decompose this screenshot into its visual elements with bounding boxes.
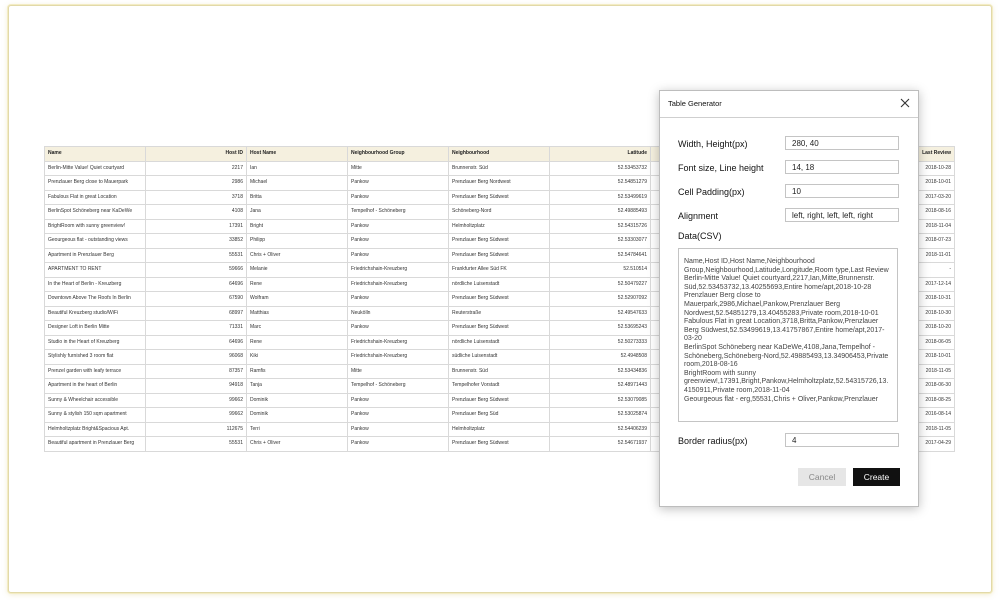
border-radius-input[interactable]: [785, 433, 899, 447]
table-cell: 2018-10-01: [651, 350, 955, 365]
alignment-label: Alignment: [678, 211, 719, 221]
table-cell: Friedrichshain-Kreuzberg: [348, 277, 449, 292]
border-radius-label: Border radius(px): [678, 436, 748, 446]
table-cell: Friedrichshain-Kreuzberg: [348, 335, 449, 350]
table-cell: 33852: [146, 234, 247, 249]
table-cell: Dominik: [247, 393, 348, 408]
table-cell: Prenzlauer Berg Süd: [449, 408, 550, 423]
font-size-row: [678, 160, 901, 176]
table-cell: Prenzlauer Berg Südwest: [449, 437, 550, 452]
table-cell: Prenzel garden with leafy terrace: [45, 364, 146, 379]
table-cell: Jana: [247, 205, 348, 220]
table-cell: 2018-08-16: [651, 205, 955, 220]
table-cell: 2018-10-01: [651, 176, 955, 191]
table-cell: In the Heart of Berlin - Kreuzberg: [45, 277, 146, 292]
table-cell: Ian: [247, 161, 348, 176]
table-cell: 2017-03-20: [651, 190, 955, 205]
table-cell: Pankow: [348, 393, 449, 408]
table-cell: 52.4948508: [550, 350, 651, 365]
table-cell: 94918: [146, 379, 247, 394]
table-cell: nördliche Luisenstadt: [449, 277, 550, 292]
table-cell: Pankow: [348, 219, 449, 234]
table-cell: Pankow: [348, 422, 449, 437]
table-cell: 2018-11-04: [651, 219, 955, 234]
table-cell: 52.54851279: [550, 176, 651, 191]
table-cell: 2016-08-14: [651, 408, 955, 423]
table-generator-dialog: [659, 90, 919, 507]
table-cell: Berlin-Mitte Value! Quiet courtyard: [45, 161, 146, 176]
table-cell: Reuterstraße: [449, 306, 550, 321]
table-cell: Brunnenstr. Süd: [449, 161, 550, 176]
table-cell: Mitte: [348, 161, 449, 176]
table-cell: 64696: [146, 335, 247, 350]
table-cell: 52.53453732: [550, 161, 651, 176]
table-cell: 2017-12-14: [651, 277, 955, 292]
cell-padding-input[interactable]: [785, 184, 899, 198]
table-cell: 64696: [146, 277, 247, 292]
table-cell: Fabulous Flat in great Location: [45, 190, 146, 205]
table-cell: 96068: [146, 350, 247, 365]
table-cell: 52.52907092: [550, 292, 651, 307]
table-cell: Mitte: [348, 364, 449, 379]
table-cell: Helmholtzplatz Bright&Spacious Apt.: [45, 422, 146, 437]
table-cell: Frankfurter Allee Süd FK: [449, 263, 550, 278]
table-cell: 2018-06-30: [651, 379, 955, 394]
table-cell: Bright: [247, 219, 348, 234]
close-icon[interactable]: [900, 98, 910, 108]
column-header: Host ID: [146, 147, 247, 162]
table-cell: 99662: [146, 393, 247, 408]
table-cell: 2018-10-20: [651, 321, 955, 336]
table-cell: Prenzlauer Berg Südwest: [449, 234, 550, 249]
table-cell: Neukölln: [348, 306, 449, 321]
table-cell: Kiki: [247, 350, 348, 365]
table-cell: 4108: [146, 205, 247, 220]
table-cell: Prenzlauer Berg close to Mauerpark: [45, 176, 146, 191]
table-cell: Melanie: [247, 263, 348, 278]
table-cell: Pankow: [348, 248, 449, 263]
table-cell: Pankow: [348, 437, 449, 452]
table-cell: Sunny & Wheelchair accessible: [45, 393, 146, 408]
dialog-header: [660, 91, 918, 118]
table-cell: 52.510514: [550, 263, 651, 278]
table-cell: Sunny & stylish 150 sqm apartment: [45, 408, 146, 423]
table-cell: Geourgeous flat - outstanding views: [45, 234, 146, 249]
table-cell: 2018-11-05: [651, 364, 955, 379]
table-cell: Wolfram: [247, 292, 348, 307]
table-cell: Beautiful Kreuzberg studio/WiFi: [45, 306, 146, 321]
table-cell: 52.53303077: [550, 234, 651, 249]
table-cell: Studio in the Heart of Kreuzberg: [45, 335, 146, 350]
csv-textarea[interactable]: [678, 248, 898, 422]
table-cell: 52.54784641: [550, 248, 651, 263]
width-height-input[interactable]: [785, 136, 899, 150]
table-cell: Prenzlauer Berg Südwest: [449, 393, 550, 408]
table-cell: Pankow: [348, 408, 449, 423]
table-cell: Terri: [247, 422, 348, 437]
table-cell: Stylishly furnished 3 room flat: [45, 350, 146, 365]
table-cell: 52.53434836: [550, 364, 651, 379]
table-cell: Michael: [247, 176, 348, 191]
table-cell: 2018-11-01: [651, 248, 955, 263]
table-cell: Prenzlauer Berg Südwest: [449, 292, 550, 307]
table-cell: 52.53079085: [550, 393, 651, 408]
table-cell: 2018-10-31: [651, 292, 955, 307]
table-cell: 2018-06-05: [651, 335, 955, 350]
csv-label: Data(CSV): [678, 231, 722, 241]
table-cell: 55531: [146, 437, 247, 452]
table-cell: 59666: [146, 263, 247, 278]
table-cell: 17391: [146, 219, 247, 234]
table-cell: 68997: [146, 306, 247, 321]
table-cell: 52.54671937: [550, 437, 651, 452]
table-cell: 52.53025874: [550, 408, 651, 423]
table-cell: Prenzlauer Berg Südwest: [449, 190, 550, 205]
table-cell: nördliche Luisenstadt: [449, 335, 550, 350]
table-cell: 2986: [146, 176, 247, 191]
table-cell: Prenzlauer Berg Südwest: [449, 248, 550, 263]
table-cell: 71331: [146, 321, 247, 336]
table-cell: 52.50479227: [550, 277, 651, 292]
table-cell: BrightRoom with sunny greenview!: [45, 219, 146, 234]
table-cell: Designer Loft in Berlin Mitte: [45, 321, 146, 336]
table-cell: 3718: [146, 190, 247, 205]
table-cell: 112675: [146, 422, 247, 437]
table-cell: 2217: [146, 161, 247, 176]
font-size-input[interactable]: [785, 160, 899, 174]
column-header: Latitude: [550, 147, 651, 162]
table-cell: 99662: [146, 408, 247, 423]
table-cell: APARTMENT TO RENT: [45, 263, 146, 278]
column-header: Host Name: [247, 147, 348, 162]
table-cell: 67590: [146, 292, 247, 307]
table-cell: 2018-07-23: [651, 234, 955, 249]
table-cell: 52.50273333: [550, 335, 651, 350]
table-cell: 2018-10-28: [651, 161, 955, 176]
table-cell: Friedrichshain-Kreuzberg: [348, 350, 449, 365]
table-cell: Schöneberg-Nord: [449, 205, 550, 220]
table-cell: Chris + Oliver: [247, 437, 348, 452]
table-cell: Philipp: [247, 234, 348, 249]
cell-padding-label: Cell Padding(px): [678, 187, 745, 197]
table-cell: Pankow: [348, 292, 449, 307]
table-cell: Dominik: [247, 408, 348, 423]
create-button[interactable]: Create: [853, 468, 900, 486]
table-cell: 52.48971443: [550, 379, 651, 394]
alignment-input[interactable]: [785, 208, 899, 222]
table-cell: Beautiful apartment in Prenzlauer Berg: [45, 437, 146, 452]
table-cell: Tempelhof - Schöneberg: [348, 379, 449, 394]
table-cell: Pankow: [348, 234, 449, 249]
table-cell: Rene: [247, 335, 348, 350]
table-cell: BerlinSpot Schöneberg near KaDeWe: [45, 205, 146, 220]
table-cell: 52.53695243: [550, 321, 651, 336]
border-radius-row: [678, 433, 901, 449]
table-cell: 2018-10-30: [651, 306, 955, 321]
table-cell: 52.49547633: [550, 306, 651, 321]
table-cell: 2018-08-25: [651, 393, 955, 408]
table-cell: 87357: [146, 364, 247, 379]
table-cell: Tempelhof - Schöneberg: [348, 205, 449, 220]
alignment-row: [678, 208, 901, 224]
column-header: Name: [45, 147, 146, 162]
table-cell: Helmholtzplatz: [449, 219, 550, 234]
table-cell: Rene: [247, 277, 348, 292]
table-cell: Apartment in Prenzlauer Berg: [45, 248, 146, 263]
cancel-button[interactable]: Cancel: [798, 468, 846, 486]
table-cell: Tempelhofer Vorstadt: [449, 379, 550, 394]
dialog-title: Table Generator: [668, 99, 722, 108]
table-cell: Helmholtzplatz: [449, 422, 550, 437]
table-cell: Brunnenstr. Süd: [449, 364, 550, 379]
table-cell: -: [651, 263, 955, 278]
table-cell: 55531: [146, 248, 247, 263]
width-height-label: Width, Height(px): [678, 139, 748, 149]
table-cell: Pankow: [348, 321, 449, 336]
table-cell: 52.49885493: [550, 205, 651, 220]
table-cell: Pankow: [348, 190, 449, 205]
table-cell: Prenzlauer Berg Südwest: [449, 321, 550, 336]
column-header: Neighbourhood: [449, 147, 550, 162]
cell-padding-row: [678, 184, 901, 200]
table-cell: 2017-04-29: [651, 437, 955, 452]
table-cell: Pankow: [348, 176, 449, 191]
table-cell: Friedrichshain-Kreuzberg: [348, 263, 449, 278]
table-cell: Chris + Oliver: [247, 248, 348, 263]
table-cell: Prenzlauer Berg Nordwest: [449, 176, 550, 191]
table-cell: Matthias: [247, 306, 348, 321]
table-cell: 52.54406239: [550, 422, 651, 437]
table-cell: südliche Luisenstadt: [449, 350, 550, 365]
font-size-label: Font size, Line height: [678, 163, 764, 173]
column-header: Neighbourhood Group: [348, 147, 449, 162]
table-cell: Ramfis: [247, 364, 348, 379]
table-cell: Apartment in the heart of Berlin: [45, 379, 146, 394]
table-cell: 52.54315726: [550, 219, 651, 234]
table-cell: Marc: [247, 321, 348, 336]
table-cell: 52.53499619: [550, 190, 651, 205]
table-cell: Britta: [247, 190, 348, 205]
column-header: Last Review: [651, 147, 955, 162]
table-cell: 2018-11-05: [651, 422, 955, 437]
width-height-row: [678, 136, 901, 152]
table-cell: Tanja: [247, 379, 348, 394]
table-cell: Downtown Above The Roofs In Berlin: [45, 292, 146, 307]
